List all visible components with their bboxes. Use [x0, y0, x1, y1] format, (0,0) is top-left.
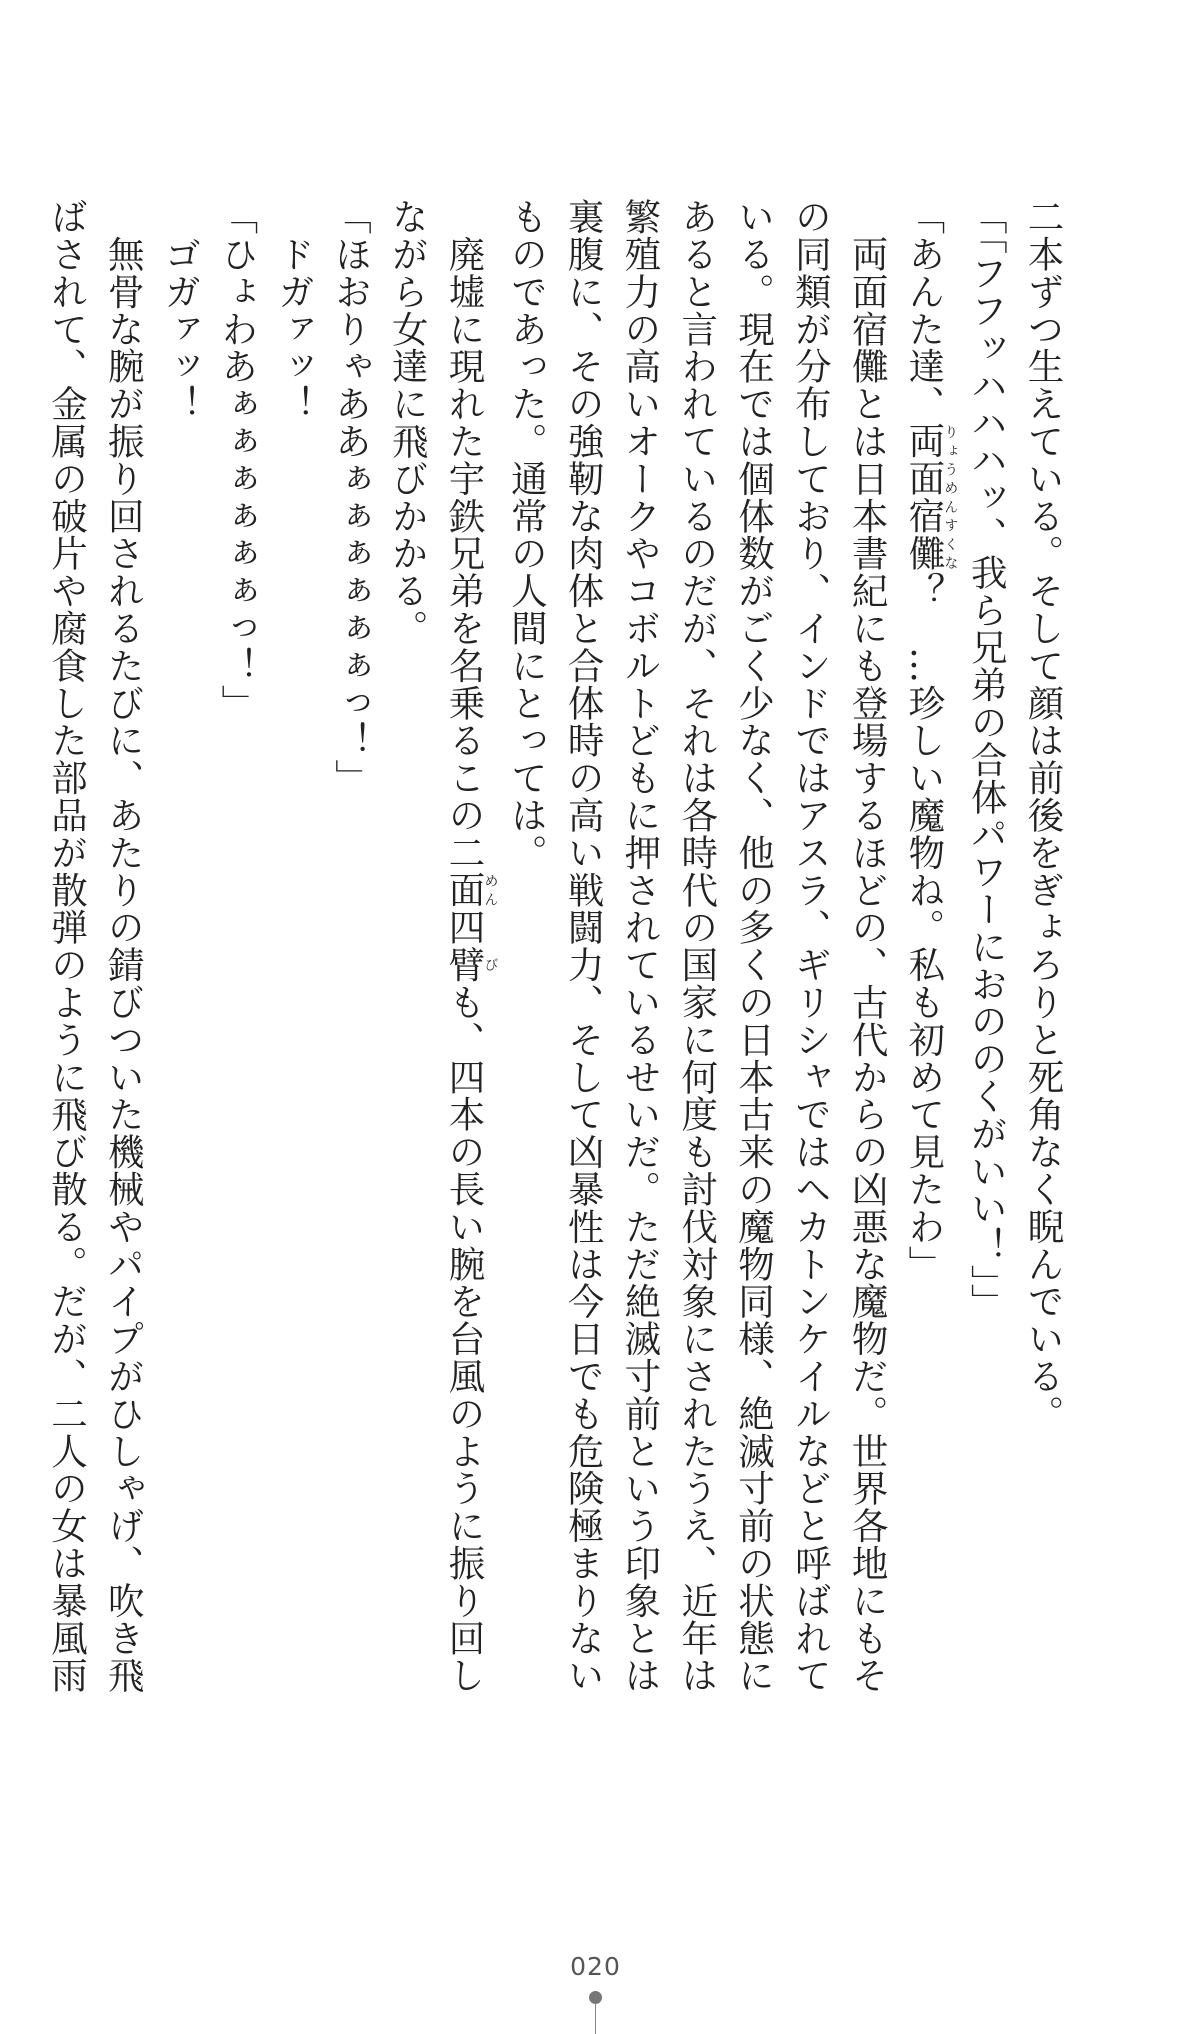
- text-line: あると言われているのだが、それは各時代の国家に何度も討伐対象にされたうえ、近年は: [675, 198, 719, 1694]
- text-line: いる。現在では個体数がごく少なく、他の多くの日本古来の魔物同様、絶滅寸前の状態に: [732, 198, 776, 1694]
- text-line: 「ほおりゃああぁぁぁぁぁぁっ！」: [329, 198, 373, 797]
- ruby-base: 両面宿儺: [902, 422, 946, 573]
- ruby-reading: めん: [482, 871, 499, 909]
- text-segment: ？ …珍しい魔物ね。私も初めて見たわ」: [902, 572, 946, 1283]
- text-line-with-ruby: [435, 198, 497, 1708]
- text-line: ゴガァッ！: [159, 198, 203, 423]
- text-line: 「「フフッハハハッ、我ら兄弟の合体パワーにおののくがいい！」」: [965, 198, 1009, 1321]
- folio-stem-line: [595, 2004, 596, 2034]
- text-line: 「ひょわあぁぁぁぁぁぁっ！」: [215, 198, 259, 722]
- body-text: [45, 198, 1071, 1708]
- text-line: ばされて、金属の破片や腐食した部品が散弾のように飛び散る。だが、二人の女は暴風雨: [45, 198, 89, 1694]
- text-line: 二本ずつ生えている。そして顔は前後をぎょろりと死角なく睨んでいる。: [1022, 198, 1065, 1433]
- ruby-base: 面: [443, 871, 487, 909]
- page-number: 020: [570, 1952, 621, 1981]
- ruby-base: 臂: [443, 946, 487, 984]
- ruby-ryomensukuna: [902, 422, 959, 573]
- text-line: 裏腹に、その強靭な肉体と合体時の高い戦闘力、そして凶暴性は今日でも危険極まりない: [562, 198, 606, 1694]
- text-line-with-ruby: [895, 198, 957, 1708]
- folio-dot-icon: [589, 1991, 602, 2004]
- text-line: の同類が分布しており、インドではアスラ、ギリシャではヘカトンケイルなどと呼ばれて: [789, 198, 833, 1694]
- ruby-bi: [443, 946, 499, 984]
- text-line: ドガァッ！: [272, 198, 316, 423]
- text-line: ながら女達に飛びかかる。: [386, 198, 430, 647]
- text-segment: も、四本の長い腕を台風のように振り回し: [443, 983, 487, 1695]
- text-line: 繁殖力の高いオークやコボルトどもに押されているせいだ。ただ絶滅寸前という印象とは: [618, 198, 662, 1694]
- text-line: 両面宿儺とは日本書紀にも登場するほどの、古代からの凶悪な魔物だ。世界各地にもそ: [846, 198, 890, 1694]
- text-segment: 廃墟に現れた宇鉄兄弟を名乗るこの二: [443, 198, 487, 872]
- ruby-men: [443, 871, 499, 909]
- text-line: ものであった。通常の人間にとっては。: [505, 198, 549, 872]
- ruby-reading: りょうめんすくな: [942, 422, 959, 573]
- text-segment: 「あんた達、: [902, 198, 946, 423]
- text-line: 無骨な腕が振り回されるたびに、あたりの錆びついた機械やパイプがひしゃげ、吹き飛: [102, 198, 146, 1694]
- ruby-reading: び: [482, 946, 499, 984]
- text-segment: 四: [443, 908, 487, 947]
